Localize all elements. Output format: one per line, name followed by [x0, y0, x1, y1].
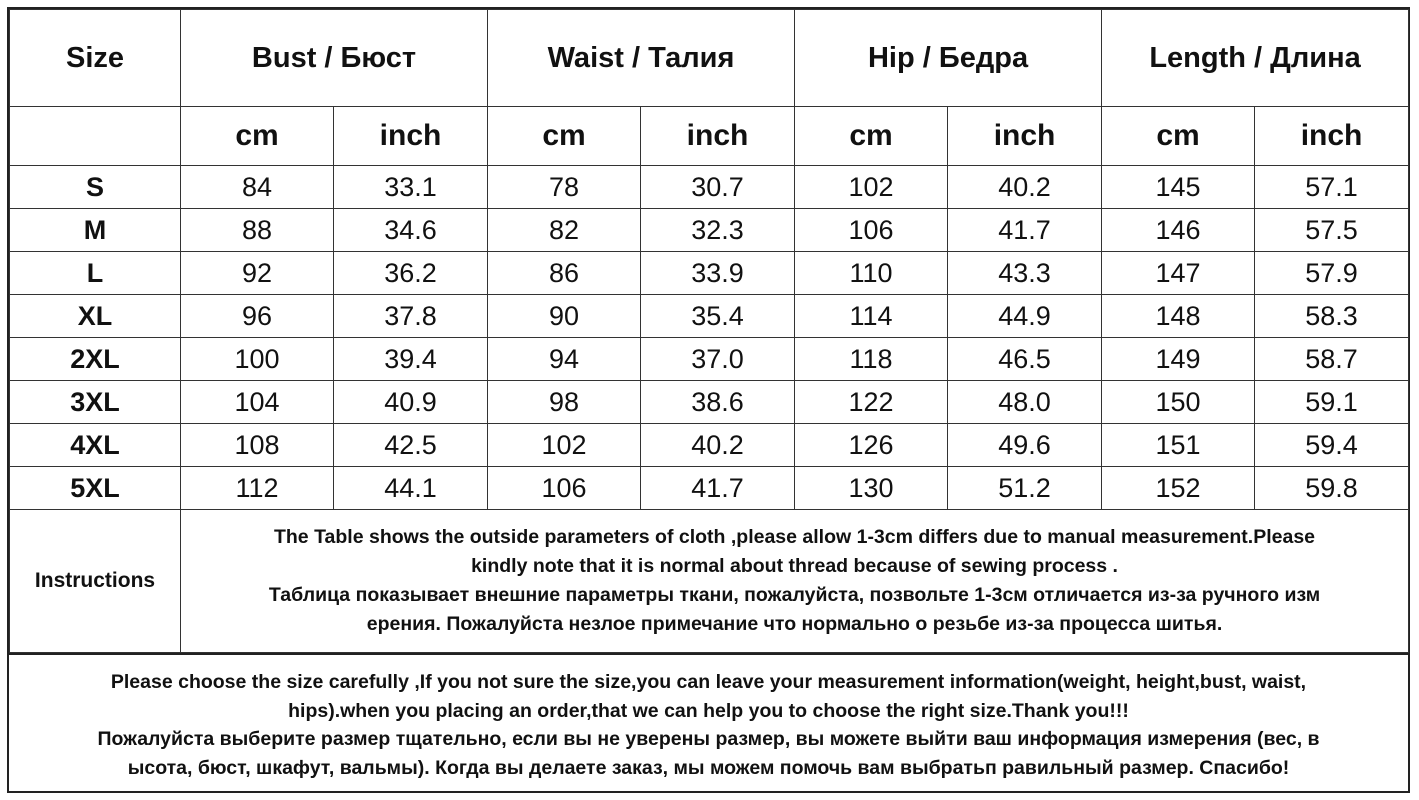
notice-line: hips).when you placing an order,that we can help you to choose the right size.Thank you!!!	[288, 699, 1129, 722]
measurement-cell: 82	[488, 209, 641, 252]
measurement-cell: 145	[1102, 166, 1255, 209]
instructions-line: Таблица показывает внешние параметры ткани, пожалуйста, позвольте 1-3см отличается из-за ручного изм	[268, 584, 1321, 606]
table-row	[10, 209, 1409, 252]
size-rows	[10, 166, 1409, 510]
measurement-cell: 148	[1102, 295, 1255, 338]
measurement-cell: 102	[488, 424, 641, 467]
measurement-cell: 39.4	[334, 338, 488, 381]
measurement-cell: 92	[181, 252, 334, 295]
instructions-line: kindly note that it is normal about thread because of sewing process .	[471, 555, 1118, 577]
unit-header: cm	[181, 107, 334, 166]
measurement-cell: 59.8	[1255, 467, 1409, 510]
size-header: Size	[10, 10, 181, 107]
measurement-cell: 30.7	[641, 166, 795, 209]
measurement-cell: 34.6	[334, 209, 488, 252]
header-row	[10, 10, 1409, 107]
measurement-cell: 106	[795, 209, 948, 252]
table-row	[10, 295, 1409, 338]
notice-line: ысота, бюст, шкафут, вальмы). Когда вы делаете заказ, мы можем помочь вам выбратьп равильный размер. Спасибо!	[127, 756, 1290, 779]
measurement-cell: 40.2	[948, 166, 1102, 209]
unit-header: cm	[795, 107, 948, 166]
measurement-cell: 43.3	[948, 252, 1102, 295]
unit-row	[10, 107, 1409, 166]
table-row	[10, 381, 1409, 424]
measurement-cell: 37.0	[641, 338, 795, 381]
size-label: 4XL	[10, 424, 181, 467]
measurement-cell: 33.9	[641, 252, 795, 295]
measurement-cell: 114	[795, 295, 948, 338]
size-label: L	[10, 252, 181, 295]
size-chart	[7, 7, 1410, 793]
bust-header: Bust / Бюст	[181, 10, 488, 107]
unit-header: inch	[334, 107, 488, 166]
measurement-cell: 46.5	[948, 338, 1102, 381]
size-notice	[9, 653, 1408, 795]
measurement-cell: 41.7	[948, 209, 1102, 252]
measurement-cell: 122	[795, 381, 948, 424]
measurement-cell: 90	[488, 295, 641, 338]
measurement-cell: 88	[181, 209, 334, 252]
notice-line: Пожалуйста выберите размер тщательно, если вы не уверены размер, вы можете выйти ваш информация измерения (вес, в	[97, 728, 1320, 750]
size-label: S	[10, 166, 181, 209]
measurement-cell: 35.4	[641, 295, 795, 338]
instructions-row	[10, 510, 1409, 653]
measurement-cell: 59.4	[1255, 424, 1409, 467]
measurement-cell: 150	[1102, 381, 1255, 424]
length-header: Length / Длина	[1102, 10, 1409, 107]
measurement-cell: 59.1	[1255, 381, 1409, 424]
measurement-cell: 151	[1102, 424, 1255, 467]
measurement-cell: 146	[1102, 209, 1255, 252]
measurement-cell: 32.3	[641, 209, 795, 252]
instructions-text	[181, 510, 1409, 653]
measurement-cell: 40.9	[334, 381, 488, 424]
measurement-cell: 102	[795, 166, 948, 209]
measurement-cell: 49.6	[948, 424, 1102, 467]
measurement-cell: 57.5	[1255, 209, 1409, 252]
measurement-cell: 40.2	[641, 424, 795, 467]
measurement-cell: 100	[181, 338, 334, 381]
measurement-cell: 48.0	[948, 381, 1102, 424]
measurement-cell: 86	[488, 252, 641, 295]
unit-header: inch	[948, 107, 1102, 166]
table-row	[10, 338, 1409, 381]
measurement-cell: 84	[181, 166, 334, 209]
measurement-cell: 104	[181, 381, 334, 424]
unit-header: inch	[641, 107, 795, 166]
measurement-cell: 96	[181, 295, 334, 338]
measurement-cell: 112	[181, 467, 334, 510]
measurement-cell: 42.5	[334, 424, 488, 467]
unit-header: inch	[1255, 107, 1409, 166]
hip-header: Hip / Бедра	[795, 10, 1102, 107]
measurement-cell: 36.2	[334, 252, 488, 295]
size-label: M	[10, 209, 181, 252]
measurement-cell: 57.1	[1255, 166, 1409, 209]
table-row	[10, 424, 1409, 467]
size-label: 5XL	[10, 467, 181, 510]
table-row	[10, 166, 1409, 209]
measurement-cell: 58.3	[1255, 295, 1409, 338]
size-label: XL	[10, 295, 181, 338]
measurement-cell: 44.1	[334, 467, 488, 510]
measurement-cell: 44.9	[948, 295, 1102, 338]
unit-blank	[10, 107, 181, 166]
instructions-line: The Table shows the outside parameters of cloth ,please allow 1-3cm differs due to manual measurement.Please	[273, 526, 1316, 548]
instructions-label: Instructions	[10, 510, 181, 653]
size-label: 2XL	[10, 338, 181, 381]
measurement-cell: 106	[488, 467, 641, 510]
measurement-cell: 126	[795, 424, 948, 467]
table-row	[10, 467, 1409, 510]
measurement-cell: 51.2	[948, 467, 1102, 510]
measurement-cell: 57.9	[1255, 252, 1409, 295]
measurement-cell: 37.8	[334, 295, 488, 338]
notice-line: Please choose the size carefully ,If you not sure the size,you can leave your measurement information(weight, height,bust, waist,	[110, 671, 1307, 693]
unit-header: cm	[1102, 107, 1255, 166]
measurement-cell: 130	[795, 467, 948, 510]
measurement-cell: 94	[488, 338, 641, 381]
measurement-cell: 147	[1102, 252, 1255, 295]
measurement-cell: 108	[181, 424, 334, 467]
size-label: 3XL	[10, 381, 181, 424]
measurement-cell: 33.1	[334, 166, 488, 209]
measurement-cell: 149	[1102, 338, 1255, 381]
measurement-cell: 41.7	[641, 467, 795, 510]
measurement-cell: 110	[795, 252, 948, 295]
instructions-line: ерения. Пожалуйста незлое примечание что нормально о резьбе из-за процесса шитья.	[366, 613, 1223, 635]
measurement-cell: 38.6	[641, 381, 795, 424]
measurement-cell: 118	[795, 338, 948, 381]
measurement-cell: 78	[488, 166, 641, 209]
measurement-cell: 58.7	[1255, 338, 1409, 381]
table-row	[10, 252, 1409, 295]
size-table	[9, 9, 1409, 653]
unit-header: cm	[488, 107, 641, 166]
measurement-cell: 152	[1102, 467, 1255, 510]
waist-header: Waist / Талия	[488, 10, 795, 107]
measurement-cell: 98	[488, 381, 641, 424]
